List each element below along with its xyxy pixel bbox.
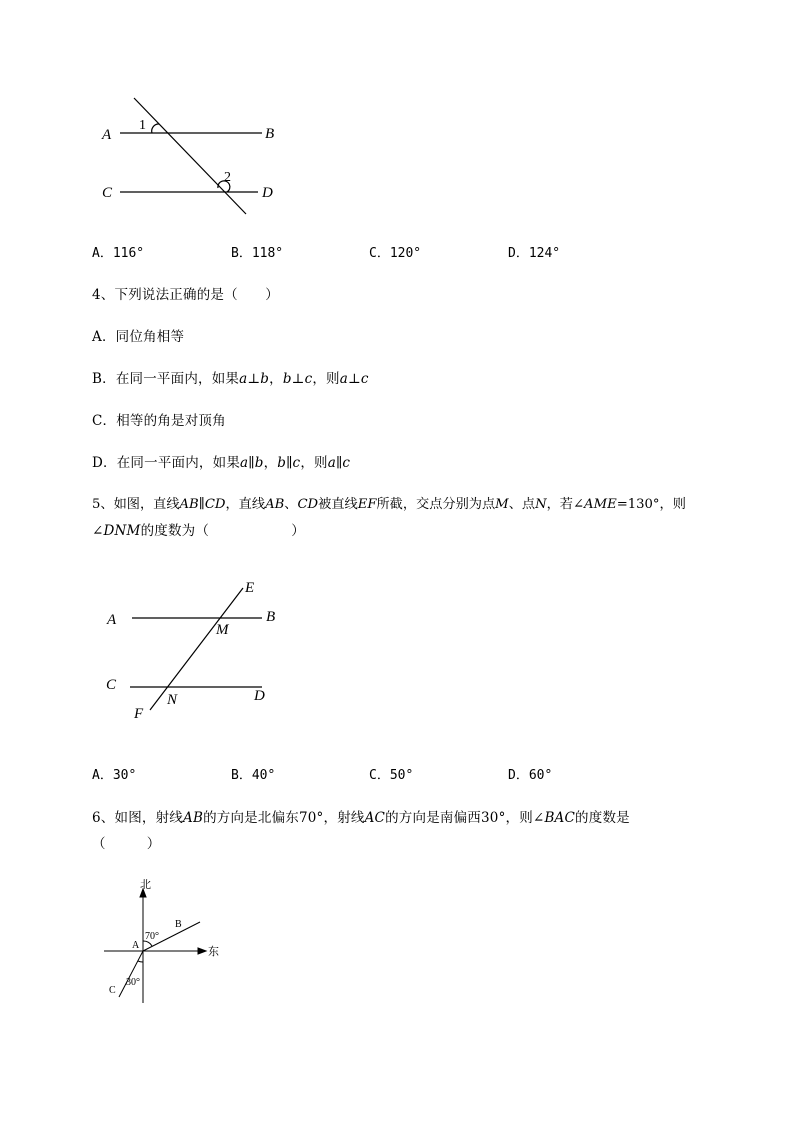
q3-option-c: C．120° <box>369 246 422 261</box>
q4-option-c: C．相等的角是对顶角 <box>92 413 226 429</box>
q5-stem-line2: ∠DNM的度数为（ ） <box>92 523 305 539</box>
label-e: E <box>245 580 255 596</box>
label-b: B <box>265 126 275 142</box>
label-angle-2: 2 <box>224 170 231 185</box>
east-arrow-icon <box>198 948 206 954</box>
label-b-3: B <box>175 919 182 930</box>
q6-stem-line2: （ ） <box>92 836 161 852</box>
q5-option-a: A．30° <box>92 768 137 783</box>
angle-1-arc <box>152 124 159 133</box>
label-a-3: A <box>132 940 140 951</box>
q5-option-d: D．60° <box>508 768 553 783</box>
label-c-3: C <box>109 985 116 996</box>
q5-option-c: C．50° <box>369 768 414 783</box>
label-b-2: B <box>266 609 276 625</box>
label-30-deg: 30° <box>126 977 140 988</box>
line-ef <box>150 588 243 710</box>
label-d-2: D <box>254 688 265 704</box>
label-c-2: C <box>106 677 117 693</box>
label-d: D <box>262 185 273 201</box>
q3-option-a: A．116° <box>92 246 145 261</box>
q4-option-a: A．同位角相等 <box>92 329 185 345</box>
q3-option-d: D．124° <box>508 246 561 261</box>
label-f: F <box>134 706 144 722</box>
label-east: 东 <box>208 946 219 958</box>
label-n: N <box>167 692 178 708</box>
q4-option-d: D．在同一平面内，如果a∥b，b∥c，则a∥c <box>92 455 351 471</box>
figure-compass <box>104 889 206 1003</box>
q4-option-b: B．在同一平面内，如果a⊥b，b⊥c，则a⊥c <box>92 371 369 387</box>
q5-stem-line1: 5、如图，直线AB∥CD，直线AB、CD被直线EF所截，交点分别为点M、点N，若∠AME=130°，则 <box>92 497 686 512</box>
q5-option-b: B．40° <box>231 768 276 783</box>
figure-parallel-lines-2 <box>130 588 262 710</box>
ray-ac <box>119 951 143 997</box>
transversal <box>134 98 246 214</box>
angle-30-arc <box>138 961 143 962</box>
label-a: A <box>102 127 112 143</box>
q4-stem: 4、下列说法正确的是（ ） <box>92 287 279 303</box>
q6-stem-line1: 6、如图，射线AB的方向是北偏东70°，射线AC的方向是南偏西30°，则∠BAC的度数是 <box>92 810 630 826</box>
label-angle-1: 1 <box>139 118 146 133</box>
label-70-deg: 70° <box>145 931 159 942</box>
label-c: C <box>102 185 113 201</box>
q3-option-b: B．118° <box>231 246 284 261</box>
label-m: M <box>216 622 229 638</box>
label-north: 北 <box>140 879 151 891</box>
label-a-2: A <box>107 612 117 628</box>
